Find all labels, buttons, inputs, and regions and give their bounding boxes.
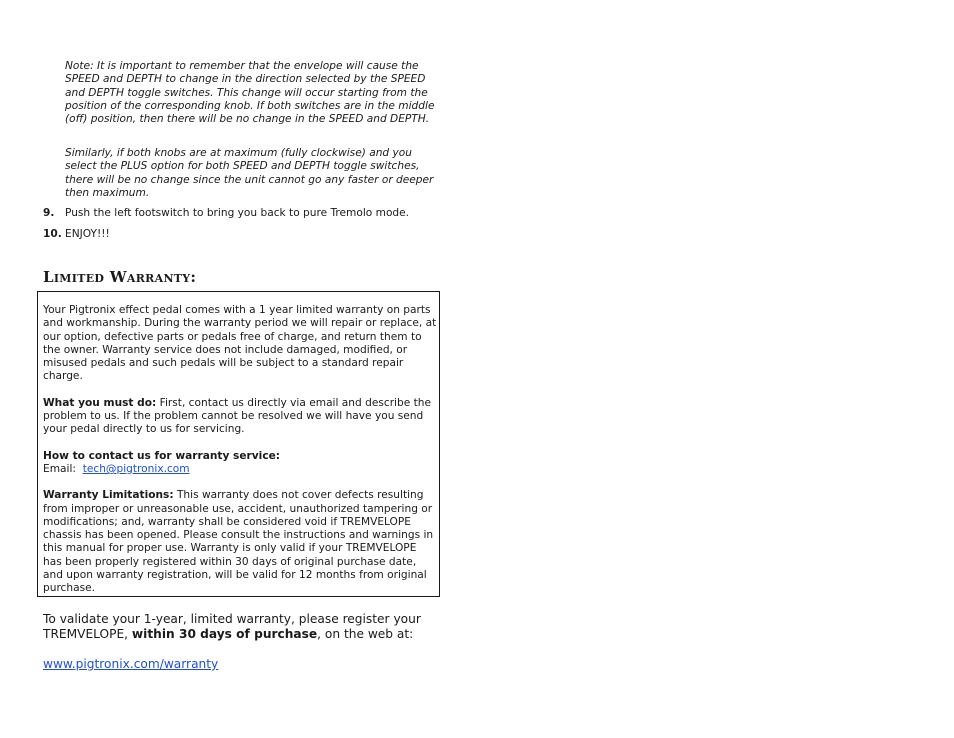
warranty-url[interactable]: www.pigtronix.com/warranty	[43, 657, 219, 671]
step-10	[43, 228, 110, 241]
step-number: 9.	[43, 207, 55, 219]
contact-label: How to contact us for warranty service:	[43, 449, 281, 462]
warranty-heading: Limited Warranty:	[43, 268, 197, 286]
envelope-note	[65, 60, 437, 126]
note-paragraph-2: Similarly, if both knobs are at maximum (fully clockwise) and you select the PLUS option for both SPEED and DEPTH toggle switches, there will be no change since the unit cannot go any faster or deeper then maximum.	[65, 147, 434, 199]
contact-section	[43, 450, 438, 477]
what-you-must-do	[43, 397, 438, 437]
maximum-note	[65, 147, 437, 200]
warranty-box	[37, 291, 440, 597]
limitations-label: Warranty Limitations:	[43, 489, 174, 502]
warranty-intro: Your Pigtronix effect pedal comes with a 1 year limited warranty on parts and workmanship. During the warranty period we will repair or replace, at our option, defective parts or pedals free of charge, and return them to the owner. Warranty service does not include damaged, modified, or misused pedals and such pedals will be subject to a standard repair charge.	[43, 304, 437, 383]
step-text: Push the left footswitch to bring you back to pure Tremolo mode.	[65, 207, 410, 219]
step-text: ENJOY!!!	[65, 228, 110, 240]
validate-text: To validate your 1-year, limited warranty, please register your TREMVELOPE,	[43, 612, 421, 641]
validate-text-end: , on the web at:	[317, 626, 414, 641]
email-label: Email:	[43, 462, 83, 475]
step-number: 10.	[43, 228, 62, 240]
must-do-text: First, contact us directly via email and describe the problem to us. If the problem cannot be resolved we will have you send your pedal directly to us for servicing.	[43, 396, 431, 436]
warranty-url-link[interactable]	[43, 657, 218, 671]
limitations-text: This warranty does not cover defects resulting from improper or unreasonable use, accident, unauthorized tampering or modifications; and, warranty shall be considered void if TREMVELOPE chassis has been opened. Please consult the instructions and warnings in this manual for proper use. Warranty is only valid if your TREMVELOPE has been properly registered within 30 days of original purchase date, and upon warranty registration, will be valid for 12 months from original purchase.	[43, 489, 434, 595]
validate-paragraph	[43, 612, 423, 641]
must-do-label: What you must do:	[43, 396, 157, 409]
step-9	[43, 207, 409, 220]
email-link[interactable]: tech@pigtronix.com	[82, 462, 190, 475]
validate-bold: within 30 days of purchase	[131, 626, 318, 641]
warranty-limitations	[43, 489, 438, 595]
note-paragraph-1: Note: It is important to remember that the envelope will cause the SPEED and DEPTH to change in the direction selected by the SPEED and DEPTH toggle switches. This change will occur starting from the position of the corresponding knob. If both switches are in the middle (off) position, then there will be no change in the SPEED and DEPTH.	[65, 60, 435, 126]
